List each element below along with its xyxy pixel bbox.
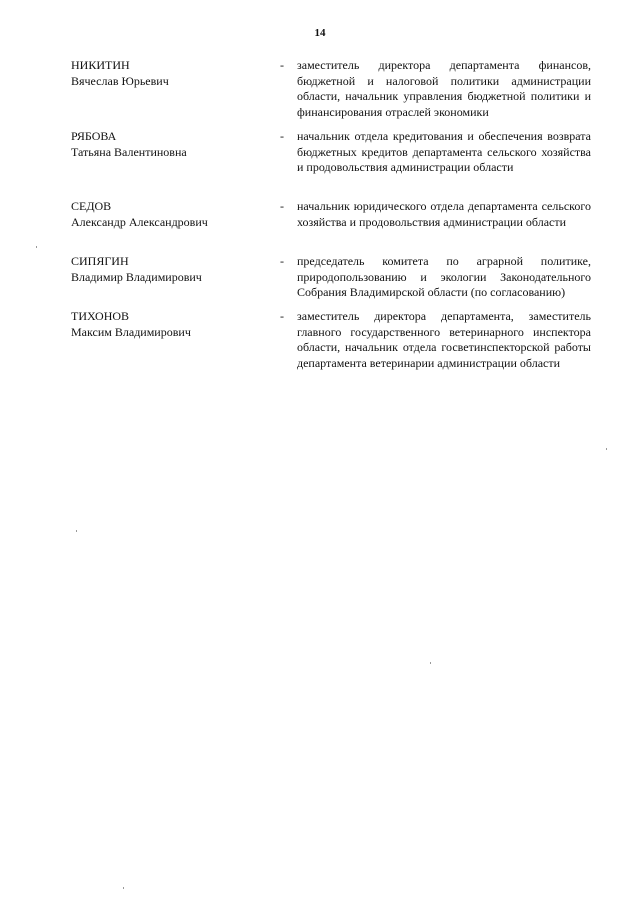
page-number: 14	[314, 27, 326, 39]
member-dash: -	[280, 254, 284, 268]
member-given-names: Татьяна Валентиновна	[71, 144, 187, 159]
member-role: начальник юридического отдела департамента сельского хозяйства и продовольствия администрации области	[297, 199, 591, 229]
member-role: начальник отдела кредитования и обеспечения возврата бюджетных кредитов департамента сельского хозяйства и продовольствия администрации области	[297, 129, 591, 174]
member-dash: -	[280, 199, 284, 213]
scan-speck	[76, 530, 77, 532]
member-surname: РЯБОВА	[71, 129, 117, 143]
member-dash: -	[280, 129, 284, 143]
member-role: заместитель директора департамента, заместитель главного государственного ветеринарного инспектора области, начальник отдела госветинспекторской работы департамента ветеринарии администрации области	[297, 309, 591, 370]
member-given-names: Александр Александрович	[71, 214, 208, 229]
member-name	[71, 129, 266, 160]
member-name	[71, 58, 266, 89]
scan-speck	[430, 662, 431, 664]
member-name	[71, 309, 266, 340]
member-given-names: Владимир Владимирович	[71, 269, 202, 284]
member-surname: СЕДОВ	[71, 199, 112, 213]
member-surname: ТИХОНОВ	[71, 309, 130, 323]
member-role: председатель комитета по аграрной политике, природопользованию и экологии Законодательного Собрания Владимирской области (по согласованию)	[297, 254, 591, 299]
member-name	[71, 199, 266, 230]
member-name	[71, 254, 266, 285]
scan-speck	[606, 448, 607, 450]
scan-speck	[36, 246, 37, 248]
member-surname: НИКИТИН	[71, 58, 130, 72]
member-role: заместитель директора департамента финансов, бюджетной и налоговой политики администрации области, начальник управления бюджетной политики и финансирования отраслей экономики	[297, 58, 591, 119]
member-given-names: Максим Владимирович	[71, 324, 191, 339]
member-given-names: Вячеслав Юрьевич	[71, 73, 169, 88]
scan-speck	[123, 887, 124, 889]
member-dash: -	[280, 58, 284, 72]
member-dash: -	[280, 309, 284, 323]
member-surname: СИПЯГИН	[71, 254, 129, 268]
